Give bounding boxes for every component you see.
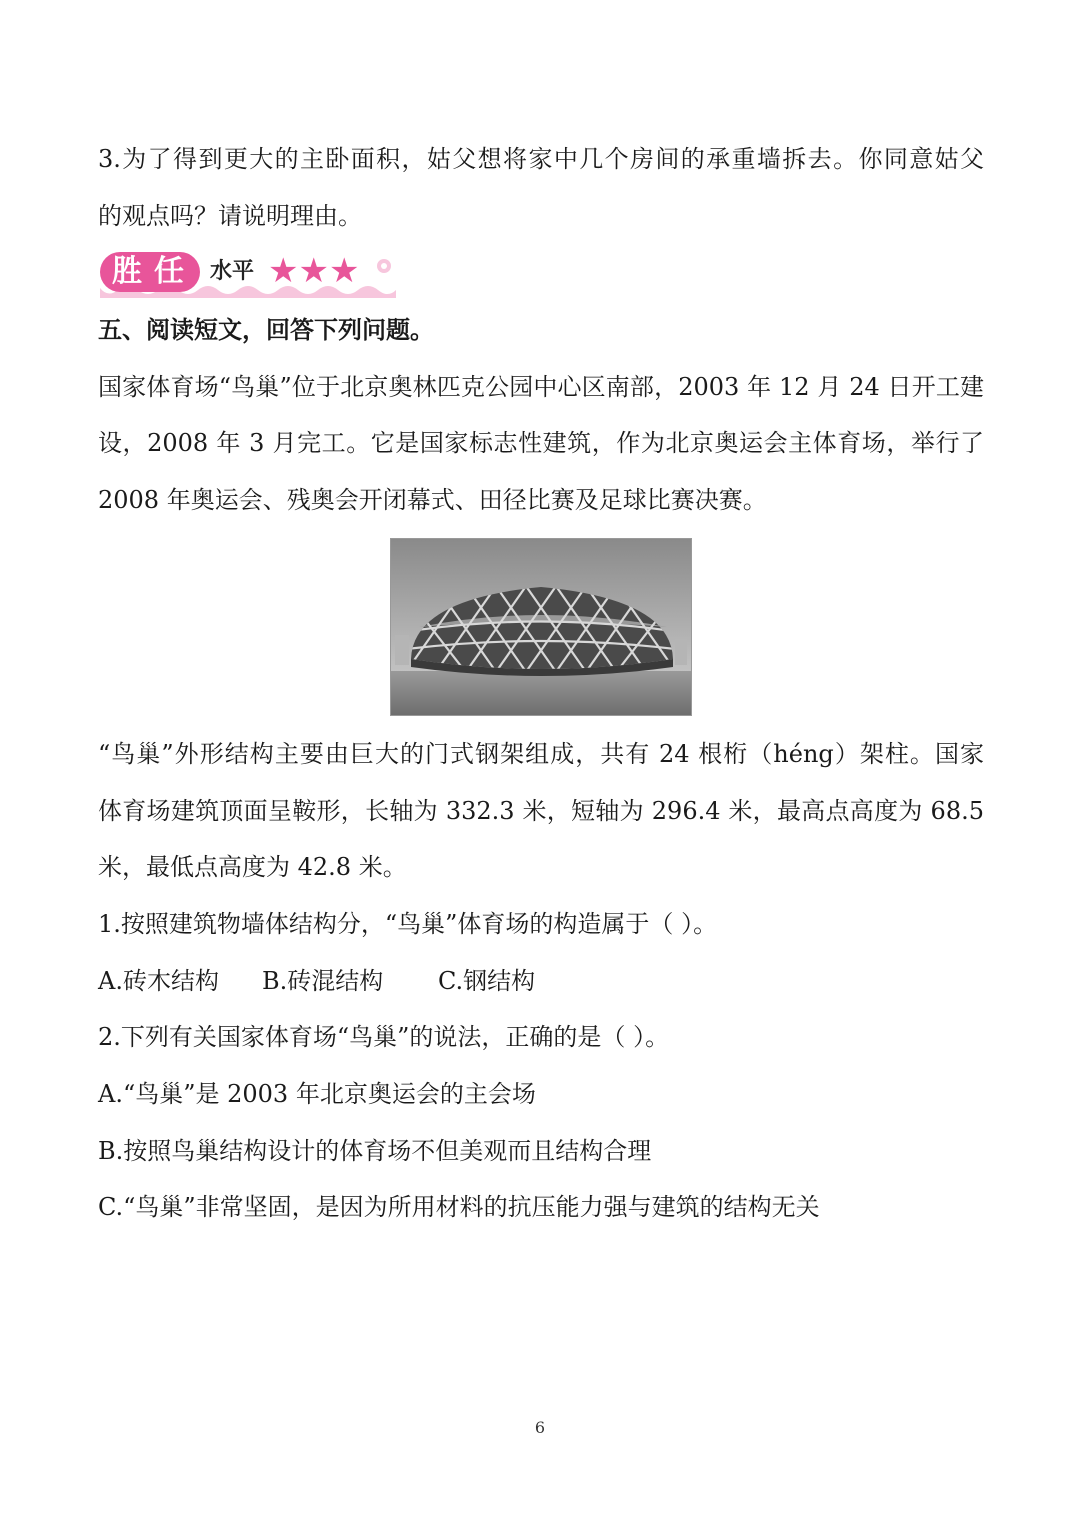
- passage1-line3: 2008 年奥运会、残奥会开闭幕式、田径比赛及足球比赛决赛。: [98, 486, 767, 514]
- passage2-line3: 米，最低点高度为 42.8 米。: [98, 853, 407, 881]
- question3-line1: 3.为了得到更大的主卧面积，姑父想将家中几个房间的承重墙拆去。你同意姑父: [98, 145, 984, 173]
- question2-stem: 2.下列有关国家体育场“鸟巢”的说法，正确的是（ ）。: [98, 1023, 670, 1051]
- badge-char-1: 胜: [112, 254, 142, 289]
- badge-label: 水平: [210, 259, 255, 284]
- q2-option-c[interactable]: C.“鸟巢”非常坚固，是因为所用材料的抗压能力强与建筑的结构无关: [98, 1193, 820, 1221]
- q1-option-b[interactable]: B.砖混结构: [262, 967, 384, 995]
- badge-char-2: 任: [154, 254, 184, 289]
- birds-nest-stadium-photo: [390, 538, 692, 716]
- q2-option-b[interactable]: B.按照鸟巢结构设计的体育场不但美观而且结构合理: [98, 1137, 652, 1165]
- q1-option-c[interactable]: C.钢结构: [438, 967, 536, 995]
- passage2-line1: “鸟巢”外形结构主要由巨大的门式钢架组成，共有 24 根桁（héng）架柱。国家: [98, 740, 984, 768]
- competency-level-badge: [98, 244, 398, 300]
- page-number: 6: [534, 1418, 546, 1437]
- question3-line2: 的观点吗？请说明理由。: [98, 202, 362, 230]
- q1-option-a[interactable]: A.砖木结构: [98, 967, 219, 995]
- passage1-line2: 设，2008 年 3 月完工。它是国家标志性建筑，作为北京奥运会主体育场，举行了: [98, 429, 984, 457]
- stadium-illustration: [391, 539, 691, 715]
- star-rating-icon: ★★★: [268, 251, 360, 291]
- q2-option-a[interactable]: A.“鸟巢”是 2003 年北京奥运会的主会场: [98, 1080, 536, 1108]
- passage2-line2: 体育场建筑顶面呈鞍形，长轴为 332.3 米，短轴为 296.4 米，最高点高度为 68.5: [98, 797, 984, 825]
- section-heading: 五、阅读短文，回答下列问题。: [98, 316, 434, 344]
- question1-stem: 1.按照建筑物墙体结构分，“鸟巢”体育场的构造属于（ ）。: [98, 910, 718, 938]
- passage1-line1: 国家体育场“鸟巢”位于北京奥林匹克公园中心区南部，2003 年 12 月 24 日开工建: [98, 373, 984, 401]
